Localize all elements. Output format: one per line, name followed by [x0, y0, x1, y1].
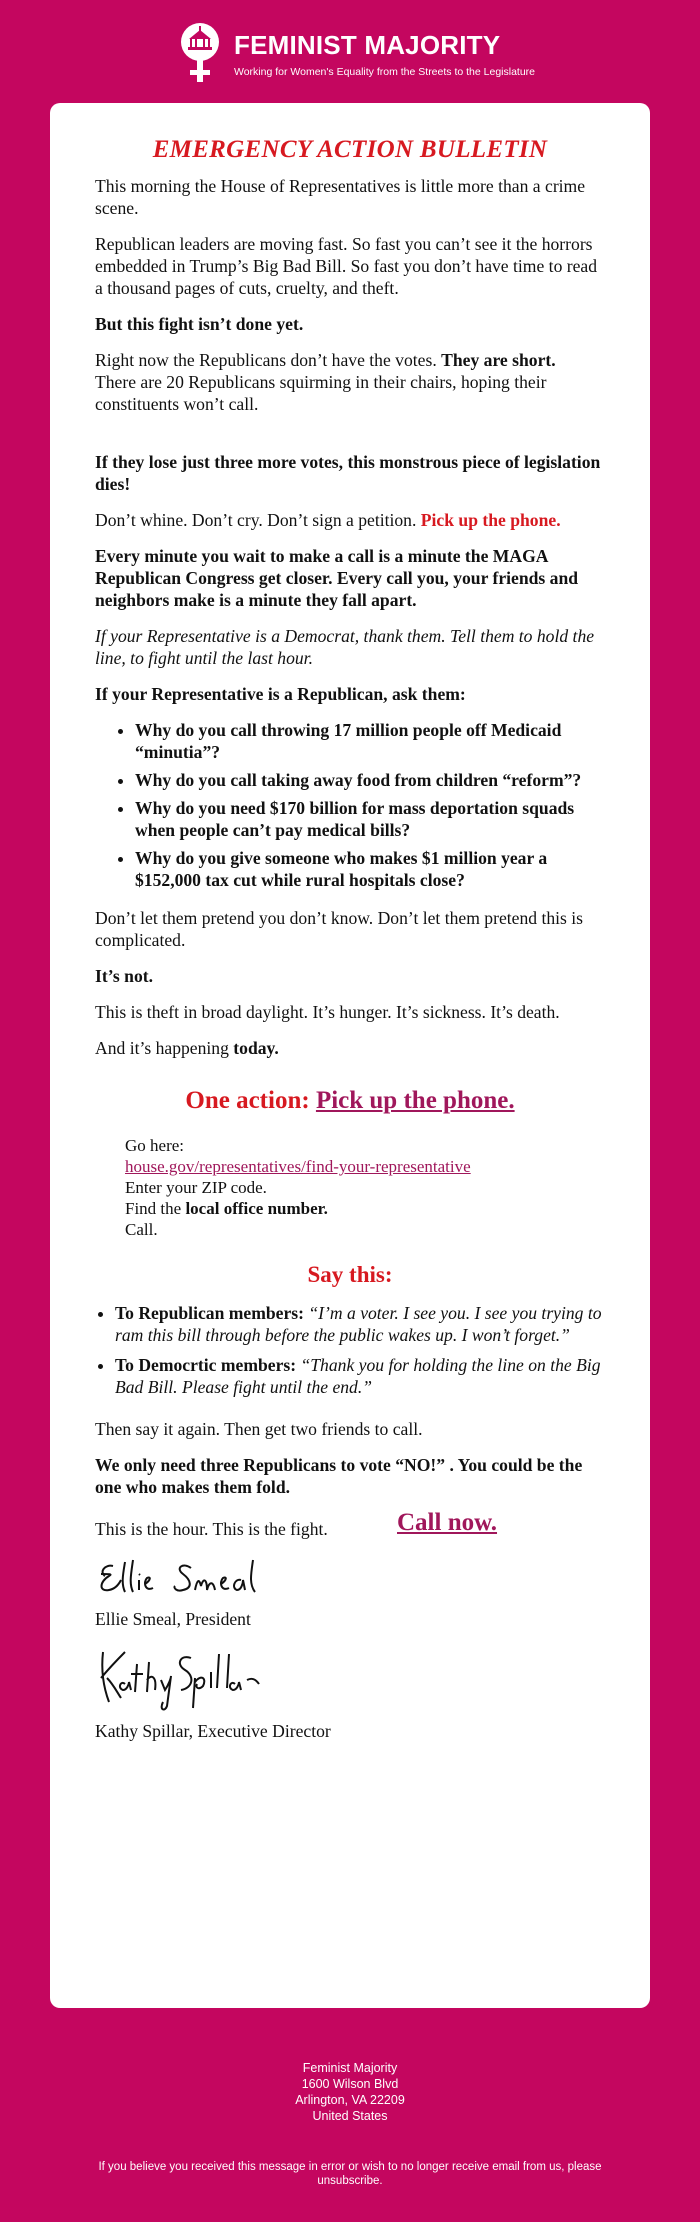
paragraph-every-minute	[95, 545, 605, 611]
footer	[0, 2060, 700, 2188]
go-here-text: Go here:	[125, 1136, 185, 1155]
republican-text: If your Representative is a Republican, ask them:	[95, 684, 466, 704]
find-representative-link[interactable]: house.gov/representatives/find-your-representative	[125, 1157, 471, 1176]
footer-org: Feminist Majority	[302, 2061, 398, 2075]
find-office-step	[125, 1198, 605, 1219]
fight-not-done-text: But this fight isn’t done yet.	[95, 314, 304, 334]
signer-ellie: Ellie Smeal, President	[95, 1609, 251, 1629]
footer-street: 1600 Wilson Blvd	[301, 2077, 399, 2091]
signer-kathy: Kathy Spillar, Executive Director	[95, 1721, 331, 1741]
kathy-spillar-signature	[95, 1644, 285, 1714]
office-number-text: local office number.	[185, 1199, 328, 1218]
dont-whine-text: Don’t whine. Don’t cry. Don’t sign a petition.	[95, 510, 421, 530]
bulletin-content	[95, 135, 605, 1756]
paragraph-moving-fast: Republican leaders are moving fast. So fast you can’t see it the horrors embedded in Trump’s Big Bad Bill. So fast you don’t have time to read a thousand pages of cuts, cruelty, and theft.	[95, 234, 598, 298]
brand-tagline: Working for Women's Equality from the Streets to the Legislature	[234, 66, 536, 78]
list-item	[115, 1354, 605, 1398]
venus-capitol-icon	[178, 20, 222, 84]
every-minute-text: Every minute you wait to make a call is a minute the MAGA Republican Congress get closer. Every call you, your friends and neighbors make is a minute they fall apart.	[95, 546, 579, 610]
votes-text: Right now the Republicans don’t have the votes.	[95, 350, 442, 370]
this-is-the-hour-text: This is the hour. This is the fight.	[95, 1519, 328, 1539]
bulletin-title: EMERGENCY ACTION BULLETIN	[152, 136, 548, 163]
one-action-heading	[95, 1085, 605, 1117]
three-republicans-text: We only need three Republicans to vote “NO!” . You could be the one who makes them fold.	[95, 1455, 583, 1497]
paragraph-crime-scene: This morning the House of Representatives is little more than a crime scene.	[95, 176, 586, 218]
action-steps	[95, 1135, 605, 1240]
paragraph-republican	[95, 683, 605, 705]
scripts-list	[95, 1302, 605, 1398]
list-item: • Why do you call throwing 17 million people off Medicaid “minutia”?	[135, 719, 605, 763]
paragraph-three-votes	[95, 451, 605, 495]
republican-members-label: To Republican members:	[115, 1303, 309, 1323]
list-item: • Why do you call taking away food from children “reform”?	[135, 769, 605, 791]
democratic-script: “Thank you for holding the line on the Big Bad Bill. Please fight until the end.”	[115, 1355, 601, 1397]
ellie-smeal-signature	[95, 1554, 285, 1602]
today-text: today.	[233, 1038, 279, 1058]
say-this-heading: Say this:	[307, 1262, 393, 1287]
democratic-members-label: To Democrtic members:	[115, 1355, 301, 1375]
brand-logo[interactable]	[178, 20, 536, 90]
mailing-address	[0, 2060, 700, 2124]
paragraph-votes	[95, 349, 605, 415]
header	[0, 0, 700, 100]
call-now-link[interactable]: Call now.	[397, 1509, 498, 1536]
paragraph-dont-whine	[95, 509, 605, 531]
list-item	[115, 1302, 605, 1346]
they-are-short-text: They are short.	[441, 350, 556, 370]
its-not-text: It’s not.	[95, 966, 153, 986]
happening-text: And it’s happening	[95, 1038, 234, 1058]
paragraph-theft: This is theft in broad daylight. It’s hunger. It’s sickness. It’s death.	[95, 1002, 560, 1022]
paragraph-dont-pretend: Don’t let them pretend you don’t know. Don’t let them pretend this is complicated.	[95, 908, 583, 950]
list-item: • Why do you give someone who makes $1 million year a $152,000 tax cut while rural hospitals close?	[135, 847, 605, 891]
paragraph-three-republicans	[95, 1454, 605, 1498]
one-action-label: One action:	[185, 1087, 316, 1114]
squirming-text: There are 20 Republicans squirming in their chairs, hoping their constituents won’t call.	[95, 372, 547, 414]
call-now-row	[95, 1509, 605, 1542]
democrat-text: If your Representative is a Democrat, thank them. Tell them to hold the line, to fight until the last hour.	[95, 626, 595, 668]
unsubscribe-notice[interactable]: If you believe you received this message in error or wish to no longer receive email from us, please unsubscribe.	[98, 2161, 602, 2187]
call-step: Call.	[125, 1220, 158, 1239]
footer-city: Arlington, VA 22209	[295, 2093, 405, 2107]
paragraph-say-again: Then say it again. Then get two friends to call.	[95, 1419, 423, 1439]
paragraph-fight-not-done	[95, 313, 605, 335]
enter-zip-text: Enter your ZIP code.	[125, 1178, 267, 1197]
bulletin-card	[50, 103, 650, 2008]
brand-name: FEMINIST MAJORITY	[234, 30, 501, 60]
paragraph-today	[95, 1037, 605, 1059]
footer-country: United States	[312, 2109, 388, 2123]
list-item: • Why do you need $170 billion for mass deportation squads when people can’t pay medical bills?	[135, 797, 605, 841]
pick-up-phone-text: Pick up the phone.	[420, 510, 561, 530]
find-the-text: Find the	[125, 1199, 186, 1218]
paragraph-democrat	[95, 625, 605, 669]
three-votes-text: If they lose just three more votes, this monstrous piece of legislation dies!	[95, 452, 601, 494]
paragraph-its-not	[95, 965, 605, 987]
questions-list	[95, 719, 605, 891]
republican-script: “I’m a voter. I see you. I see you trying to ram this bill through before the public wakes up. I won’t forget.”	[115, 1303, 602, 1345]
pick-up-phone-link[interactable]: Pick up the phone.	[315, 1087, 515, 1114]
